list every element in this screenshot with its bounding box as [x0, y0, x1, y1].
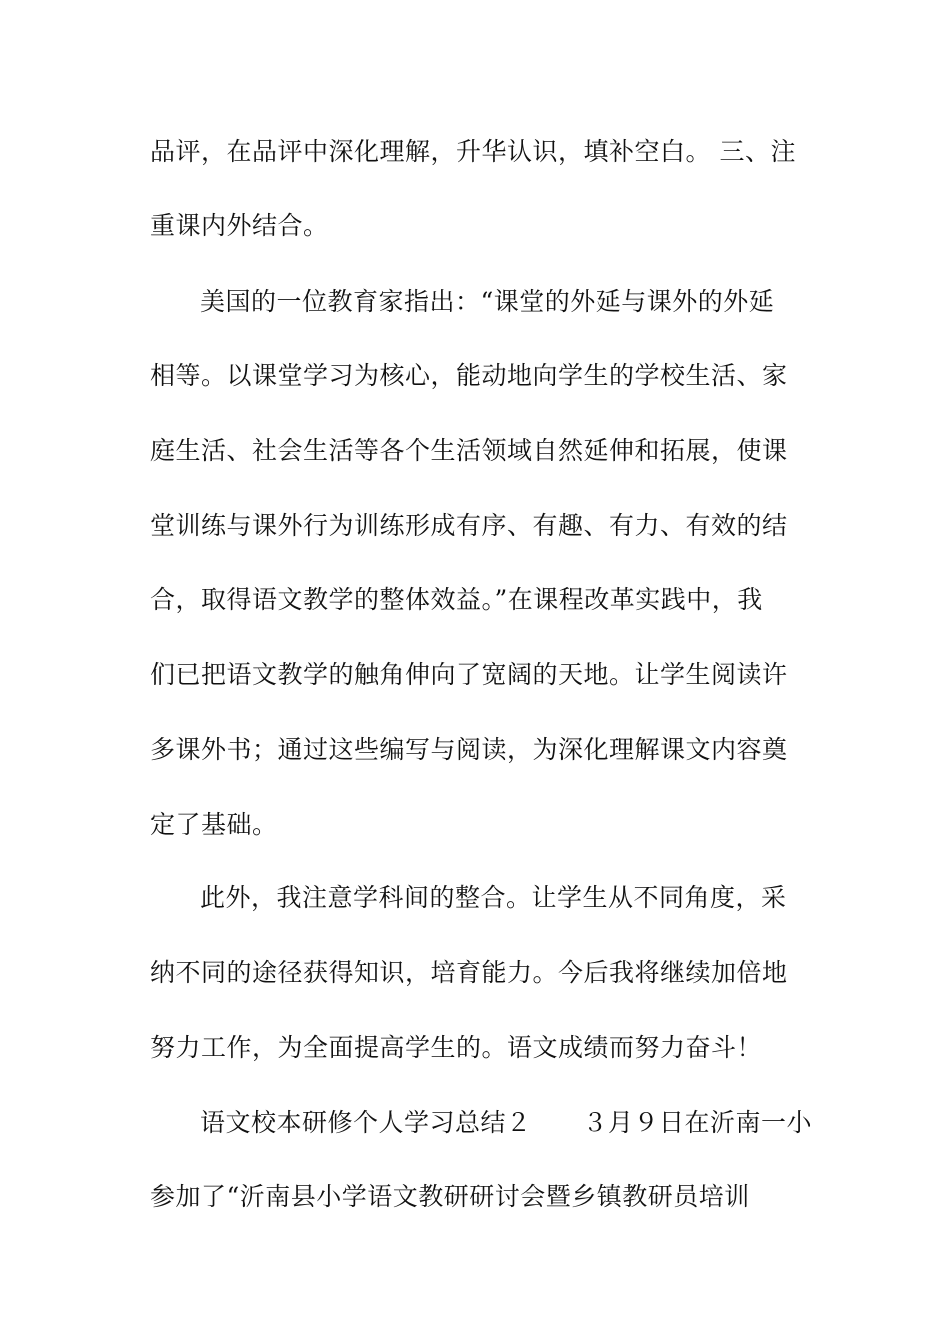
text-line: 相等。以课堂学习为核心，能动地向学生的学校生活、家 — [150, 361, 788, 390]
paragraph-first-line: 语文校本研修个人学习总结２ ３月９日在沂南一小 — [200, 1108, 813, 1137]
text-line: 庭生活、社会生活等各个生活领域自然延伸和拓展，使课 — [150, 436, 788, 465]
text-line: 参加了“沂南县小学语文教研研讨会暨乡镇教研员培训 — [150, 1182, 750, 1211]
text-line: 重课内外结合。 — [150, 211, 329, 240]
text-line: 合，取得语文教学的整体效益。”在课程改革实践中，我 — [150, 585, 763, 614]
text-line: 定了基础。 — [150, 810, 278, 839]
paragraph-first-line: 此外，我注意学科间的整合。让学生从不同角度，采 — [200, 883, 787, 912]
text-line: 纳不同的途径获得知识，培育能力。今后我将继续加倍地 — [150, 958, 788, 987]
text-line: 品评，在品评中深化理解，升华认识，填补空白。 三、注 — [150, 137, 796, 166]
paragraph-first-line: 美国的一位教育家指出：“课堂的外延与课外的外延 — [200, 287, 775, 316]
text-line: 们已把语文教学的触角伸向了宽阔的天地。让学生阅读许 — [150, 660, 788, 689]
text-line: 努力工作，为全面提高学生的。语文成绩而努力奋斗！ — [150, 1033, 763, 1062]
text-line: 堂训练与课外行为训练形成有序、有趣、有力、有效的结 — [150, 511, 788, 540]
text-line: 多课外书；通过这些编写与阅读，为深化理解课文内容奠 — [150, 735, 788, 764]
